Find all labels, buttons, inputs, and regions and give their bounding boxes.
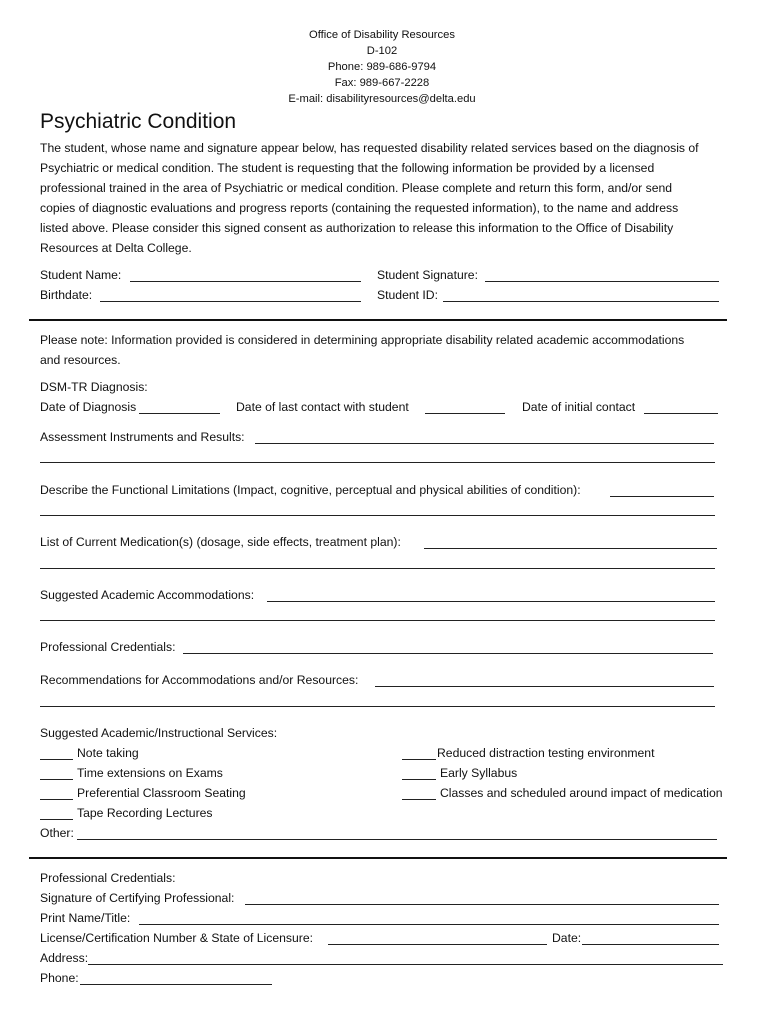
page-title: Psychiatric Condition xyxy=(40,110,237,133)
date-label: Date: xyxy=(552,931,582,945)
assessment-field-line-2[interactable] xyxy=(40,462,715,463)
other-label: Other: xyxy=(40,826,74,840)
student-name-label: Student Name: xyxy=(40,268,122,282)
date-last-contact-label: Date of last contact with student xyxy=(236,400,409,414)
section-divider-2 xyxy=(29,857,727,859)
functional-field[interactable] xyxy=(610,496,714,497)
student-id-label: Student ID: xyxy=(377,288,438,302)
print-name-field[interactable] xyxy=(139,924,719,925)
service-checkbox-reduced-distraction[interactable] xyxy=(402,759,436,760)
service-checkbox-early-syllabus[interactable] xyxy=(402,779,436,780)
service-checkbox-classes-scheduled[interactable] xyxy=(402,799,436,800)
professional-signature-label: Signature of Certifying Professional: xyxy=(40,891,235,905)
student-signature-field[interactable] xyxy=(485,281,719,282)
recommendations-field-line-2[interactable] xyxy=(40,706,715,707)
recommendations-field[interactable] xyxy=(375,686,714,687)
intro-line-2: Psychiatric or medical condition. The student is requesting that the following information be provided by a licensed xyxy=(40,161,655,175)
birthdate-label: Birthdate: xyxy=(40,288,93,302)
service-time-extensions: Time extensions on Exams xyxy=(77,766,223,780)
accommodations-field[interactable] xyxy=(267,601,715,602)
services-heading: Suggested Academic/Instructional Services: xyxy=(40,726,278,740)
date-initial-contact-label: Date of initial contact xyxy=(522,400,636,414)
license-field[interactable] xyxy=(328,944,547,945)
section-divider-1 xyxy=(29,319,727,321)
service-early-syllabus: Early Syllabus xyxy=(440,766,518,780)
office-fax: Fax: 989-667-2228 xyxy=(334,77,430,89)
address-field[interactable] xyxy=(88,964,723,965)
license-label: License/Certification Number & State of Licensure: xyxy=(40,931,313,945)
intro-line-4: copies of diagnostic evaluations and progress reports (containing the requested information), to the name and address xyxy=(40,201,679,215)
student-name-field[interactable] xyxy=(130,281,361,282)
diagnosis-heading: DSM-TR Diagnosis: xyxy=(40,380,148,394)
recommendations-label: Recommendations for Accommodations and/or Resources: xyxy=(40,673,359,687)
date-initial-contact-field[interactable] xyxy=(644,413,718,414)
intro-line-1: The student, whose name and signature appear below, has requested disability related services based on the diagnosis of xyxy=(40,141,699,155)
office-phone: Phone: 989-686-9794 xyxy=(327,61,437,73)
professional-credentials-label: Professional Credentials: xyxy=(40,871,176,885)
note-line-1: Please note: Information provided is considered in determining appropriate disability related academic accommodations xyxy=(40,333,685,347)
accommodations-field-line-2[interactable] xyxy=(40,620,715,621)
note-line-2: and resources. xyxy=(40,353,121,367)
accommodations-label: Suggested Academic Accommodations: xyxy=(40,588,255,602)
date-of-diagnosis-label: Date of Diagnosis xyxy=(40,400,137,414)
birthdate-field[interactable] xyxy=(100,301,361,302)
service-note-taking: Note taking xyxy=(77,746,139,760)
medication-label: List of Current Medication(s) (dosage, side effects, treatment plan): xyxy=(40,535,401,549)
assessment-label: Assessment Instruments and Results: xyxy=(40,430,245,444)
service-tape-recording: Tape Recording Lectures xyxy=(77,806,213,820)
professional-signature-field[interactable] xyxy=(245,904,719,905)
credentials-label: Professional Credentials: xyxy=(40,640,176,654)
medication-field-line-2[interactable] xyxy=(40,568,715,569)
phone-field[interactable] xyxy=(80,984,272,985)
student-signature-label: Student Signature: xyxy=(377,268,478,282)
office-room: D-102 xyxy=(366,45,398,57)
office-email: E-mail: disabilityresources@delta.edu xyxy=(288,93,476,105)
service-checkbox-preferential-seating[interactable] xyxy=(40,799,73,800)
functional-label: Describe the Functional Limitations (Impact, cognitive, perceptual and physical abilities of condition): xyxy=(40,483,581,497)
date-of-diagnosis-field[interactable] xyxy=(139,413,220,414)
assessment-field[interactable] xyxy=(255,443,714,444)
other-field[interactable] xyxy=(77,839,717,840)
service-classes-scheduled: Classes and scheduled around impact of medication xyxy=(440,786,723,800)
credentials-field[interactable] xyxy=(183,653,713,654)
address-label: Address: xyxy=(40,951,89,965)
service-checkbox-note-taking[interactable] xyxy=(40,759,73,760)
service-preferential-seating: Preferential Classroom Seating xyxy=(77,786,246,800)
office-name: Office of Disability Resources xyxy=(309,29,455,41)
print-name-label: Print Name/Title: xyxy=(40,911,131,925)
phone-label: Phone: xyxy=(40,971,79,985)
medication-field[interactable] xyxy=(424,548,717,549)
date-last-contact-field[interactable] xyxy=(425,413,505,414)
intro-line-6: Resources at Delta College. xyxy=(40,241,192,255)
intro-line-3: professional trained in the area of Psychiatric or medical condition. Please complete and return this form, and/or send xyxy=(40,181,673,195)
date-field[interactable] xyxy=(582,944,719,945)
functional-field-line-2[interactable] xyxy=(40,515,715,516)
intro-line-5: listed above. Please consider this signed consent as authorization to release this information to the Office of Disability xyxy=(40,221,674,235)
service-reduced-distraction: Reduced distraction testing environment xyxy=(437,746,655,760)
student-id-field[interactable] xyxy=(443,301,719,302)
service-checkbox-time-extensions[interactable] xyxy=(40,779,73,780)
service-checkbox-tape-recording[interactable] xyxy=(40,819,73,820)
